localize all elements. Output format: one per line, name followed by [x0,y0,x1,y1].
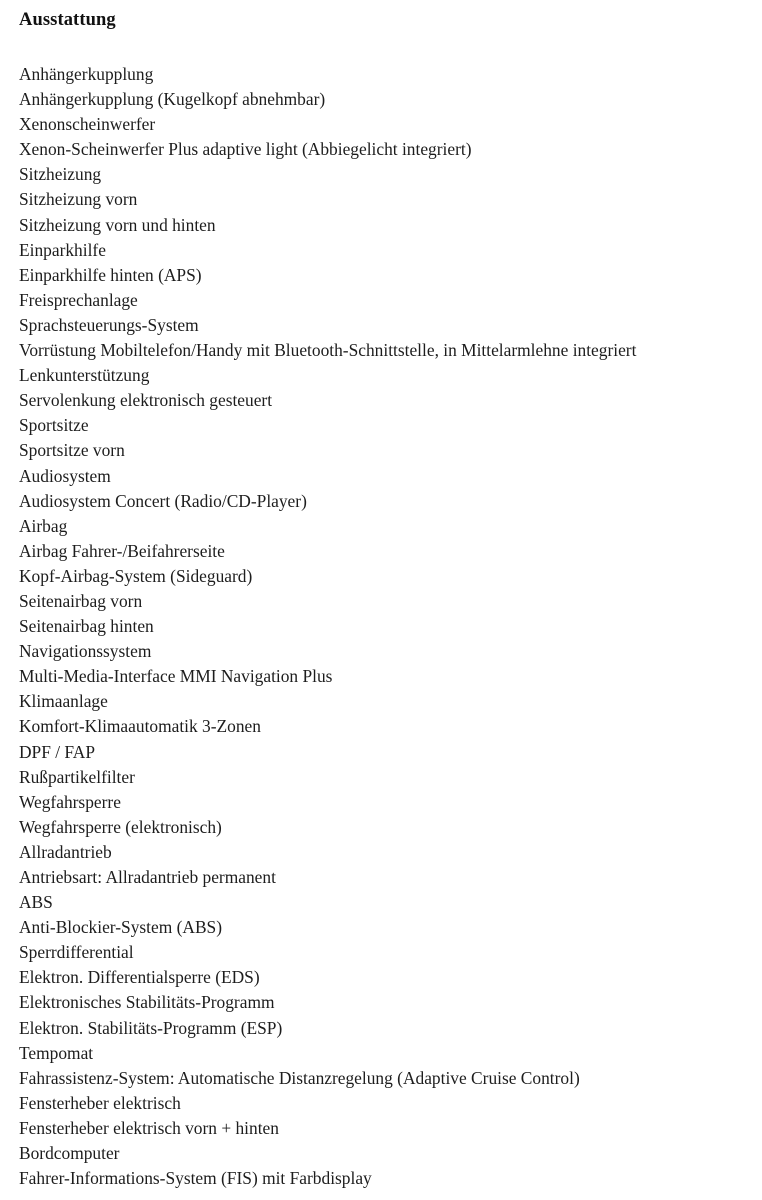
list-item: Klimaanlage [19,691,108,712]
page-title: Ausstattung [19,10,116,30]
list-item: Elektronisches Stabilitäts-Programm [19,992,275,1013]
list-item: Bordcomputer [19,1143,120,1164]
list-item: Vorrüstung Mobiltelefon/Handy mit Bluetooth-Schnittstelle, in Mittelarmlehne integriert [19,340,637,361]
list-item: Sitzheizung vorn und hinten [19,214,216,235]
list-item: Wegfahrsperre (elektronisch) [19,816,222,837]
list-item: Seitenairbag hinten [19,616,154,637]
list-item: Anhängerkupplung [19,64,154,84]
list-item: Einparkhilfe hinten (APS) [19,264,202,285]
list-item: Fahrer-Informations-System (FIS) mit Farbdisplay [19,1168,372,1189]
list-item: Wegfahrsperre [19,791,121,812]
list-item: Sportsitze [19,415,89,436]
list-item: Xenon-Scheinwerfer Plus adaptive light (Abbiegelicht integriert) [19,139,472,160]
list-item: Komfort-Klimaautomatik 3-Zonen [19,716,261,737]
list-item: Airbag Fahrer-/Beifahrerseite [19,540,225,561]
list-item: Sportsitze vorn [19,440,125,461]
list-item: Einparkhilfe [19,239,106,260]
list-item: Multi-Media-Interface MMI Navigation Plus [19,666,333,687]
list-item: Rußpartikelfilter [19,766,135,787]
list-item: Anhängerkupplung (Kugelkopf abnehmbar) [19,89,326,110]
list-item: Lenkunterstützung [19,365,150,386]
list-item: Kopf-Airbag-System (Sideguard) [19,565,253,586]
list-item: Airbag [19,515,68,536]
list-item: Servolenkung elektronisch gesteuert [19,390,273,411]
list-item: Seitenairbag vorn [19,590,143,611]
list-item: Elektron. Stabilitäts-Programm (ESP) [19,1017,283,1038]
list-item: Xenonscheinwerfer [19,114,156,135]
list-item: Elektron. Differentialsperre (EDS) [19,967,260,988]
list-item: Fensterheber elektrisch vorn + hinten [19,1117,279,1138]
list-item: Navigationssystem [19,641,152,662]
list-item: Anti-Blockier-System (ABS) [19,917,223,938]
title-list-spacer [19,32,748,62]
list-item: DPF / FAP [19,741,96,762]
list-item: Antriebsart: Allradantrieb permanent [19,867,276,887]
list-item: Sperrdifferential [19,942,134,963]
list-item: Audiosystem Concert (Radio/CD-Player) [19,490,307,511]
list-item: Allradantrieb [19,841,112,862]
list-item: Sitzheizung vorn [19,189,138,210]
list-item: Freisprechanlage [19,289,138,310]
equipment-feature-list [19,62,748,1191]
list-item: Fensterheber elektrisch [19,1092,181,1113]
list-item: Tempomat [19,1042,94,1063]
list-item: Audiosystem [19,465,111,486]
list-item: Sitzheizung [19,164,102,185]
list-item: ABS [19,892,53,913]
list-item: Sprachsteuerungs-System [19,314,199,335]
list-item: Fahrassistenz-System: Automatische Distanzregelung (Adaptive Cruise Control) [19,1067,580,1088]
